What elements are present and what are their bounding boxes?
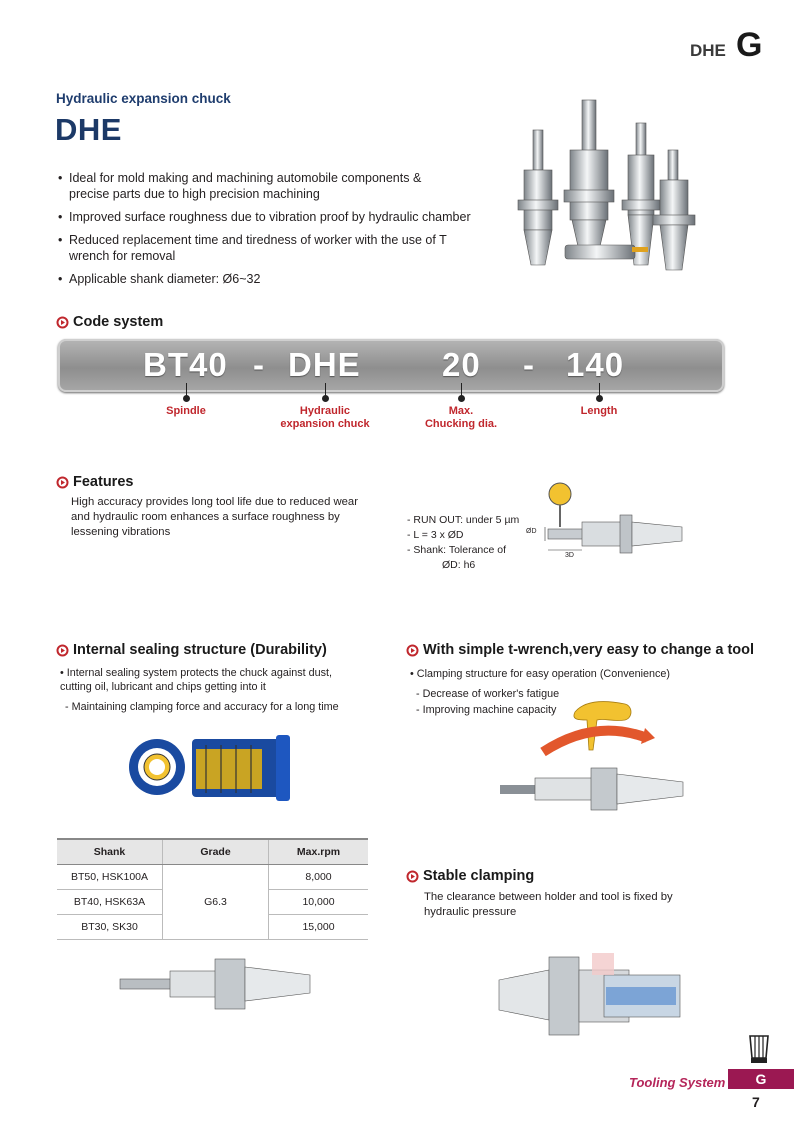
col-header-rpm: Max.rpm	[269, 839, 369, 865]
sealing-structure-image	[126, 727, 296, 807]
code-label-diameter: Max. Chucking dia.	[424, 405, 498, 430]
code-label-length: Length	[580, 405, 618, 417]
cell-rpm: 15,000	[269, 915, 369, 940]
footer-section-tab: G	[728, 1069, 794, 1089]
header-section-letter: G	[736, 26, 763, 64]
circle-arrow-icon	[56, 644, 69, 657]
stable-clamping-image	[494, 945, 689, 1045]
stable-title: Stable clamping	[423, 868, 535, 884]
header-section-label: DHE	[690, 41, 726, 60]
collet-icon	[746, 1028, 772, 1066]
features-title: Features	[73, 474, 134, 490]
circle-arrow-icon	[406, 644, 419, 657]
circle-arrow-icon	[56, 476, 69, 489]
twrench-image	[495, 690, 690, 815]
twrench-line-1: • Clamping structure for easy operation (Convenience)	[410, 668, 671, 680]
features-specs	[407, 513, 519, 573]
spec-shank: - Shank: Tolerance of	[407, 544, 507, 556]
twrench-line-3: - Improving machine capacity	[416, 704, 557, 716]
code-pointer	[186, 383, 187, 397]
code-part-length: 140	[566, 346, 625, 383]
sealing-heading	[56, 642, 327, 658]
sealing-line-1: • Internal sealing system protects the chuck against dust, cutting oil, lubricant and chips getting into it	[60, 667, 333, 693]
product-chucks-image	[510, 95, 715, 280]
code-part-dash: -	[523, 346, 535, 383]
sealing-line-2: - Maintaining clamping force and accuracy for a long time	[65, 701, 339, 713]
code-part-spindle: BT40	[143, 346, 228, 383]
spec-table	[57, 838, 368, 940]
cell-shank: BT40, HSK63A	[57, 890, 163, 915]
bullet-item: • Improved surface roughness due to vibration proof by hydraulic chamber	[58, 209, 498, 225]
code-bar	[58, 339, 724, 392]
feature-bullet-list	[58, 170, 498, 294]
code-part-dash: -	[253, 346, 265, 383]
spec-runout: - RUN OUT: under 5 µm	[407, 514, 520, 526]
code-part-diameter: 20	[442, 346, 481, 383]
chuck-with-tool-image	[115, 953, 315, 1018]
diagram-label-length: 3D	[565, 552, 574, 559]
code-pointer	[325, 383, 326, 397]
cell-rpm: 8,000	[269, 865, 369, 890]
bullet-item: • Ideal for mold making and machining automobile components & precise parts due to high precision machining	[58, 170, 439, 202]
col-header-grade: Grade	[163, 839, 269, 865]
cell-shank: BT50, HSK100A	[57, 865, 163, 890]
code-part-type: DHE	[288, 346, 361, 383]
table-row	[57, 865, 368, 890]
spec-length: - L = 3 x ØD	[407, 529, 464, 541]
circle-arrow-icon	[406, 870, 419, 883]
product-subtitle: Hydraulic expansion chuck	[56, 91, 231, 106]
cell-grade: G6.3	[163, 865, 269, 940]
bullet-item: • Reduced replacement time and tiredness of worker with the use of T wrench for removal	[58, 232, 449, 264]
code-system-title: Code system	[73, 314, 164, 330]
code-label-spindle: Spindle	[166, 405, 206, 417]
code-pointer	[461, 383, 462, 397]
features-heading	[56, 474, 133, 490]
cell-shank: BT30, SK30	[57, 915, 163, 940]
runout-diagram	[520, 482, 690, 567]
bullet-item: • Applicable shank diameter: Ø6~32	[58, 271, 498, 287]
spec-tolerance: ØD: h6	[442, 559, 476, 571]
diagram-label-diameter: ØD	[526, 528, 537, 535]
circle-arrow-icon	[56, 316, 69, 329]
features-text: High accuracy provides long tool life due to reduced wear and hydraulic room enhances a surface roughness by lessening vibrations	[71, 496, 358, 538]
cell-rpm: 10,000	[269, 890, 369, 915]
twrench-heading	[406, 642, 754, 658]
stable-text: The clearance between holder and tool is fixed by hydraulic pressure	[424, 891, 673, 918]
stable-heading	[406, 868, 534, 884]
code-system-heading	[56, 314, 163, 330]
col-header-shank: Shank	[57, 839, 163, 865]
twrench-line-2: - Decrease of worker's fatigue	[416, 688, 560, 700]
twrench-title: With simple t-wrench,very easy to change a tool	[423, 642, 755, 658]
sealing-title: Internal sealing structure (Durability)	[73, 642, 327, 658]
product-title: DHE	[55, 112, 122, 147]
footer-brand: Tooling System	[629, 1075, 726, 1090]
page-number: 7	[752, 1094, 760, 1110]
code-label-chuck: Hydraulic expansion chuck	[280, 405, 370, 430]
code-pointer	[599, 383, 600, 397]
